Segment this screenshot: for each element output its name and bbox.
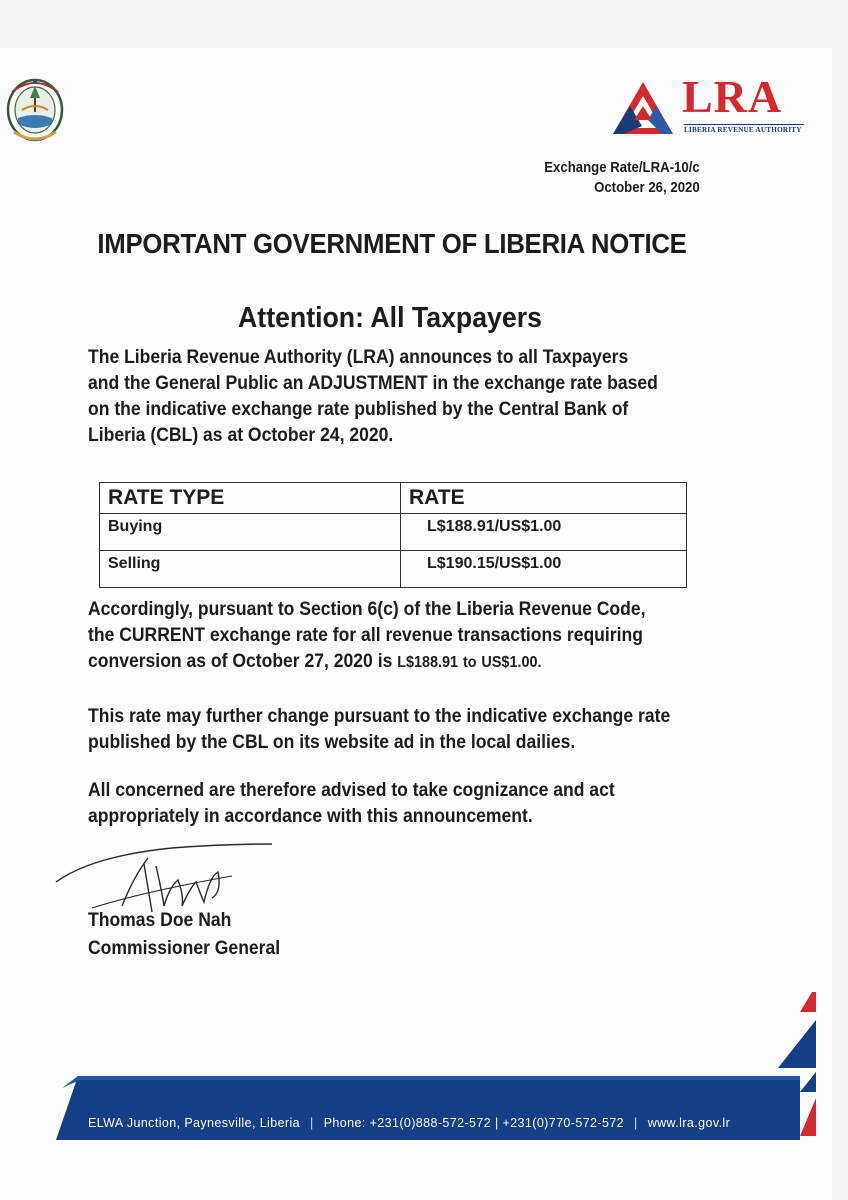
notice-title: IMPORTANT GOVERNMENT OF LIBERIA NOTICE [97, 228, 687, 259]
rate-type-cell: Selling [100, 551, 401, 588]
paragraph-line: appropriately in accordance with this announcement. [88, 805, 533, 827]
notice-date: October 26, 2020 [594, 179, 700, 196]
paragraph-line: This rate may further change pursuant to the indicative exchange rate [88, 705, 671, 727]
header-rate-type: RATE TYPE [100, 483, 401, 514]
footer-contact [88, 1116, 730, 1130]
reference-number: Exchange Rate/LRA-10/c [544, 159, 700, 176]
footer-separator: | [634, 1116, 638, 1130]
attention-heading: Attention: All Taxpayers [238, 302, 542, 334]
intro-line: and the General Public an ADJUSTMENT in the exchange rate based [88, 372, 658, 394]
rate-type-cell: Buying [100, 514, 401, 551]
intro-line: on the indicative exchange rate published by the Central Bank of [88, 398, 629, 420]
rate-value-cell: L$190.15/US$1.00 [401, 551, 687, 588]
signer-title: Commissioner General [88, 937, 281, 959]
lra-logo-text: LRA [682, 71, 783, 122]
footer-separator: | [310, 1116, 314, 1130]
footer-phone: Phone: +231(0)888-572-572 | +231(0)770-572-572 [323, 1116, 625, 1130]
footer-website: www.lra.gov.lr [647, 1116, 731, 1130]
paragraph-line: Accordingly, pursuant to Section 6(c) of the Liberia Revenue Code, [88, 598, 646, 620]
current-rate-local: L$188.91 [397, 654, 459, 671]
intro-line: The Liberia Revenue Authority (LRA) announces to all Taxpayers [88, 346, 629, 368]
header-rate: RATE [401, 483, 687, 514]
footer-address: ELWA Junction, Paynesville, Liberia [88, 1116, 301, 1130]
intro-line: Liberia (CBL) as at October 24, 2020. [88, 424, 394, 446]
paragraph-line: the CURRENT exchange rate for all revenue transactions requiring [88, 624, 643, 646]
rate-value-cell: L$188.91/US$1.00 [401, 514, 687, 551]
paragraph-line: published by the CBL on its website ad in the local dailies. [88, 731, 576, 753]
signer-name: Thomas Doe Nah [88, 909, 232, 931]
paragraph-text: conversion as of October 27, 2020 is [88, 650, 393, 672]
lra-logo-subtitle: LIBERIA REVENUE AUTHORITY [684, 124, 804, 134]
rate-to-word: to [462, 654, 477, 671]
current-rate-usd: US$1.00. [481, 654, 542, 671]
paragraph-line: All concerned are therefore advised to take cognizance and act [88, 779, 615, 801]
